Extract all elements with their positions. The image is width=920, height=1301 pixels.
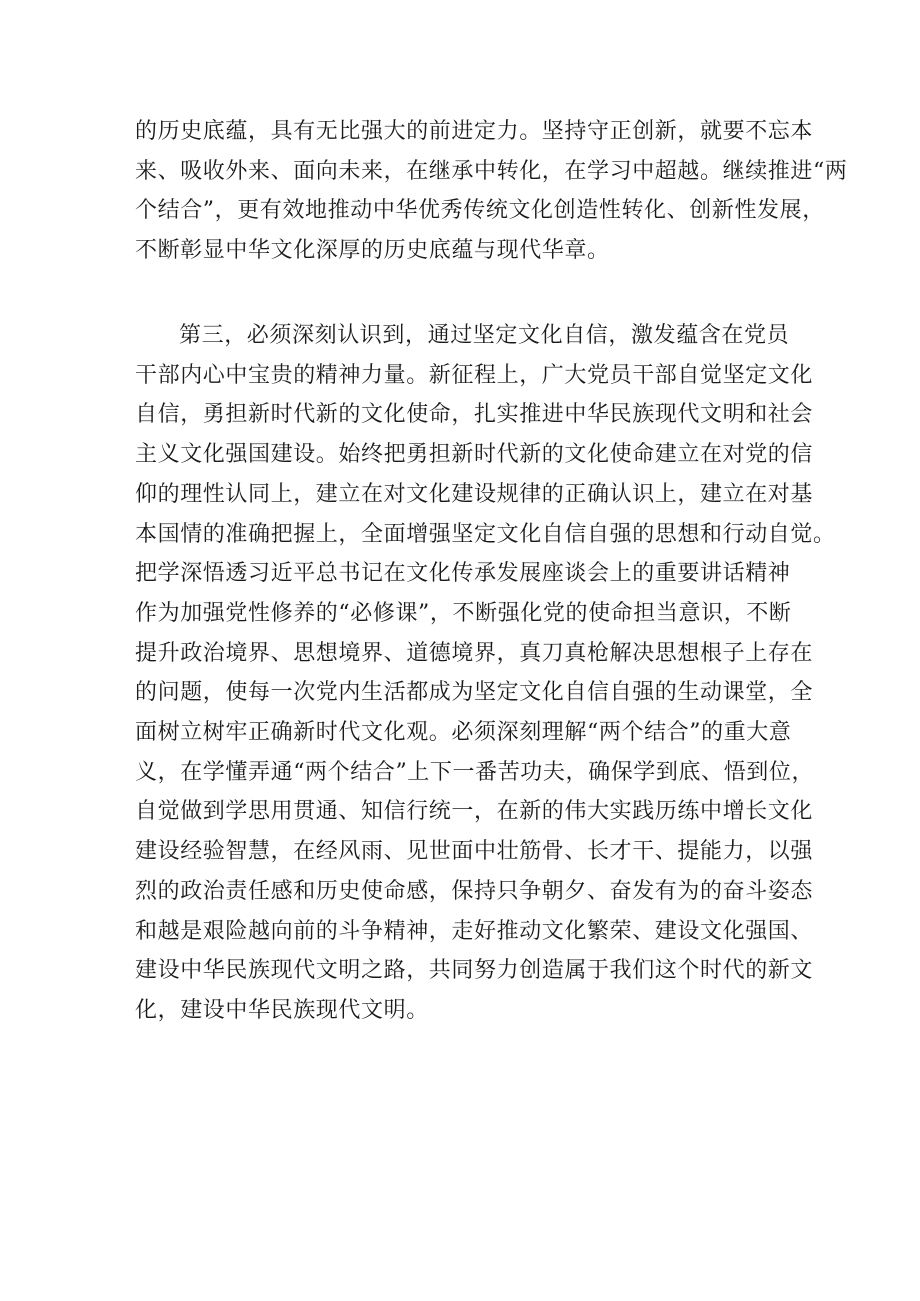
- text-line: 主义文化强国建设。始终把勇担新时代新的文化使命建立在对党的信: [135, 442, 814, 468]
- text-line: 面树立树牢正确新时代文化观。必须深刻理解“两个结合”的重大意: [135, 720, 792, 746]
- text-line: 本国情的准确把握上，全面增强坚定文化自信自强的思想和行动自觉。: [135, 521, 836, 547]
- text-line: 不断彰显中华文化深厚的历史底蕴与现代华章。: [135, 238, 610, 264]
- text-line: 自觉做到学思用贯通、知信行统一，在新的伟大实践历练中增长文化: [135, 799, 814, 825]
- text-line: 化，建设中华民族现代文明。: [135, 997, 429, 1023]
- text-line: 建设经验智慧，在经风雨、见世面中壮筋骨、长才干、提能力，以强: [135, 839, 814, 865]
- text-line: 作为加强党性修养的“必修课”，不断强化党的使命担当意识，不断: [135, 600, 792, 626]
- text-line: 自信，勇担新时代新的文化使命，扎实推进中华民族现代文明和社会: [135, 402, 814, 428]
- text-line: 的历史底蕴，具有无比强大的前进定力。坚持守正创新，就要不忘本: [135, 119, 814, 144]
- text-line: 仰的理性认同上，建立在对文化建设规律的正确认识上，建立在对基: [135, 481, 814, 507]
- text-line: 义，在学懂弄通“两个结合”上下一番苦功夫，确保学到底、悟到位，: [135, 759, 815, 785]
- text-line: 把学深悟透习近平总书记在文化传承发展座谈会上的重要讲话精神: [135, 561, 791, 587]
- paragraph-continuation: [135, 112, 848, 271]
- paragraph-third-point: [135, 316, 836, 1031]
- text-line: 干部内心中宝贵的精神力量。新征程上，广大党员干部自觉坚定文化: [135, 362, 814, 388]
- text-line: 第三，必须深刻认识到，通过坚定文化自信，激发蕴含在党员: [179, 323, 790, 348]
- text-line: 和越是艰险越向前的斗争精神，走好推动文化繁荣、建设文化强国、: [135, 918, 814, 944]
- text-line: 的问题，使每一次党内生活都成为坚定文化自信自强的生动课堂，全: [135, 680, 814, 706]
- text-line: 建设中华民族现代文明之路，共同努力创造属于我们这个时代的新文: [135, 958, 814, 984]
- text-line: 烈的政治责任感和历史使命感，保持只争朝夕、奋发有为的奋斗姿态: [135, 878, 814, 904]
- text-line: 个结合”，更有效地推动中华优秀传统文化创造性转化、创新性发展，: [135, 198, 825, 224]
- text-line: 提升政治境界、思想境界、道德境界，真刀真枪解决思想根子上存在: [135, 640, 814, 666]
- text-line: 来、吸收外来、面向未来，在继承中转化，在学习中超越。继续推进“两: [135, 158, 848, 184]
